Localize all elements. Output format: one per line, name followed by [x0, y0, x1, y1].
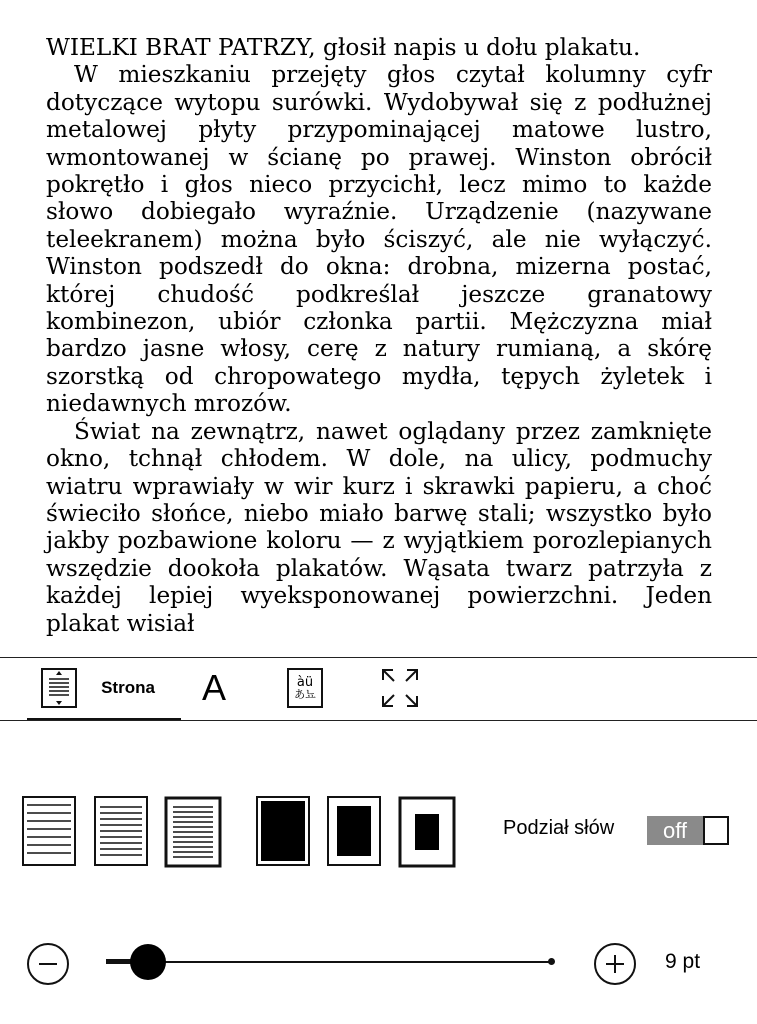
tab-fullscreen[interactable]: [378, 657, 422, 719]
layout-large-margins-icon: [398, 796, 456, 868]
plus-icon: [596, 945, 634, 983]
minus-icon: [29, 945, 67, 983]
toggle-knob: [703, 816, 729, 845]
layout-option-margins-small[interactable]: [256, 796, 310, 871]
layout-option-margins-large[interactable]: [398, 796, 456, 873]
font-size-slider-track[interactable]: [106, 961, 552, 963]
paragraph: WIELKI BRAT PATRZY, głosił napis u dołu plakatu.: [46, 34, 641, 61]
hyphenation-toggle[interactable]: [647, 816, 729, 845]
language-icon-bottom: あ뇨: [294, 688, 316, 701]
tab-page-icon-button[interactable]: [38, 657, 80, 719]
page-layout-icon: [41, 668, 77, 708]
tab-language[interactable]: [284, 657, 326, 719]
language-icon-top: àü: [296, 675, 314, 690]
layout-tight-spacing-icon: [164, 796, 222, 868]
layout-medium-margins-icon: [327, 796, 381, 866]
layout-option-margins-narrow-spacing-wide[interactable]: [22, 796, 76, 871]
tabs-divider: [0, 720, 757, 721]
tab-font[interactable]: [192, 657, 236, 719]
layout-medium-spacing-icon: [94, 796, 148, 866]
layout-option-margins-narrow-spacing-tight[interactable]: [164, 796, 222, 873]
language-icon: [287, 668, 323, 708]
paragraph: Świat na zewnątrz, nawet oglądany przez zamknięte okno, tchnął chłodem. W dole, na ulicy, podmuchy wiatru wprawiały w wir kurz i skrawki papieru, a choć świeciło słońce, niebo miało barwę stali; wszystko było jakby pozbawione koloru — z wyjątkiem porozlepianych wszędzie dookoła plakatów. Wąsata twarz patrzyła z każdej lepiej wyeksponowanej powierzchni. Jeden plakat wisiał: [46, 417, 712, 637]
increase-font-size-button[interactable]: [594, 943, 636, 985]
layout-option-margins-medium[interactable]: [327, 796, 381, 871]
layout-option-margins-narrow-spacing-medium[interactable]: [94, 796, 148, 871]
layout-wide-spacing-icon: [22, 796, 76, 866]
tab-page[interactable]: [92, 657, 164, 719]
toggle-state-text: off: [647, 816, 703, 845]
tab-page-label: Strona: [101, 678, 155, 697]
font-size-value: 9 pt: [665, 950, 701, 973]
layout-small-margins-icon: [256, 796, 310, 866]
reading-settings-panel: [0, 657, 757, 1024]
hyphenation-label: Podział słów: [503, 817, 615, 839]
book-text: [46, 34, 712, 637]
font-size-slider-end: [548, 958, 555, 965]
fullscreen-icon: [380, 666, 420, 710]
decrease-font-size-button[interactable]: [27, 943, 69, 985]
font-size-slider-knob[interactable]: [130, 944, 166, 980]
font-icon: A: [201, 667, 226, 708]
paragraph: W mieszkaniu przejęty głos czytał kolumny cyfr dotyczące wytopu surówki. Wydobywał się z podłużnej metalowej płyty przypominającej matowe lustro, wmontowanej w ścianę po prawej. Winston obrócił pokrętło i głos nieco przycichł, lecz mimo to każde słowo dobiegało wyraźnie. Urządzenie (nazywane teleekranem) można było ściszyć, ale nie wyłączyć. Winston podszedł do okna: drobna, mizerna postać, której chudość podkreślał jeszcze granatowy kombinezon, ubiór członka partii. Mężczyzna miał bardzo jasne włosy, cerę z natury rumianą, a skórę szorstką od chropowatego mydła, tępych żyletek i niedawnych mrozów.: [46, 61, 712, 418]
